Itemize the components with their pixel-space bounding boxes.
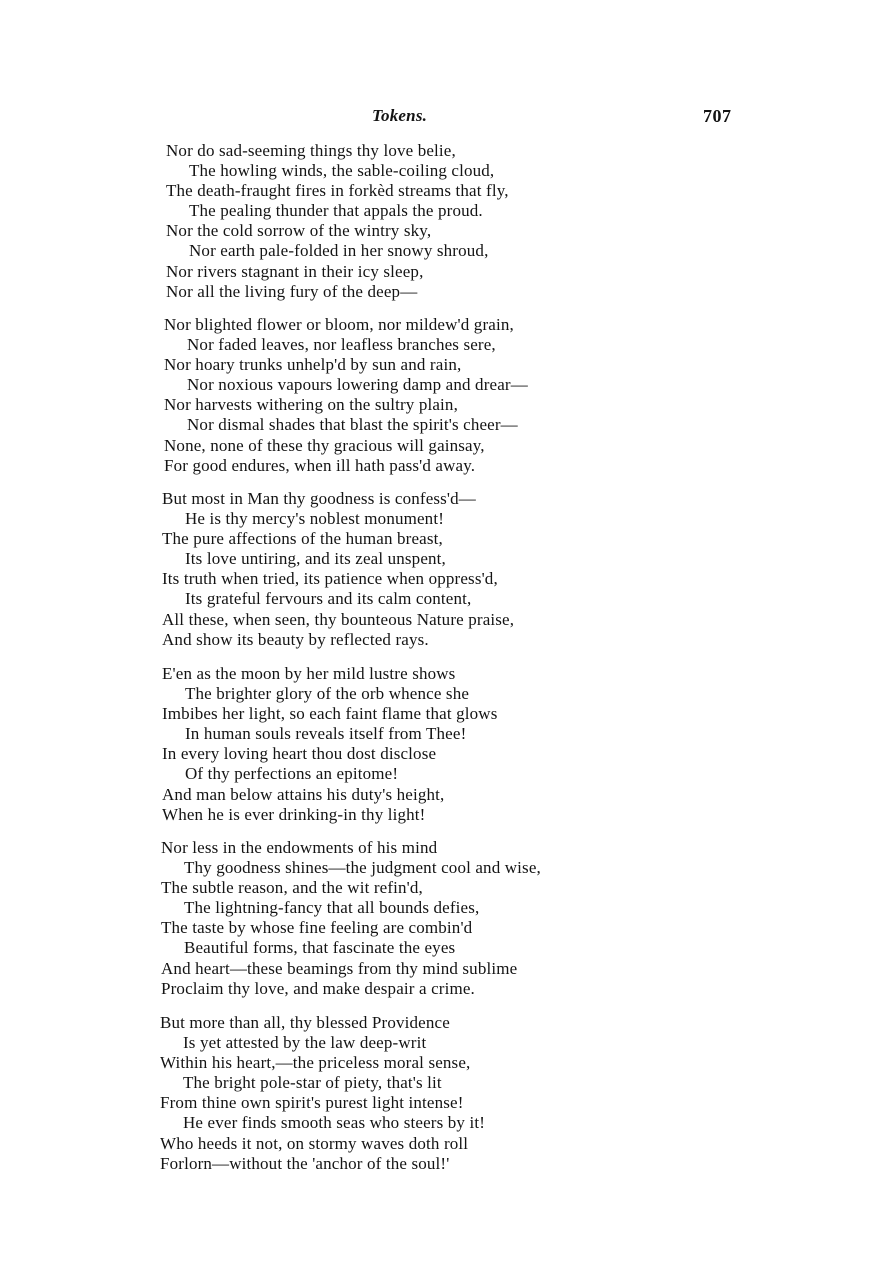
- stanza: [161, 838, 681, 999]
- poem-line: Nor less in the endowments of his mind: [161, 838, 438, 857]
- poem-line: E'en as the moon by her mild lustre shows: [162, 664, 456, 683]
- poem-line: Proclaim thy love, and make despair a crime.: [161, 978, 475, 998]
- poem-line: Nor dismal shades that blast the spirit's cheer—: [187, 415, 518, 435]
- poem-line: The brighter glory of the orb whence she: [185, 684, 470, 704]
- poem-line: Who heeds it not, on stormy waves doth roll: [160, 1133, 469, 1153]
- poem-line: For good endures, when ill hath pass'd away.: [164, 455, 476, 475]
- poem-line: Nor all the living fury of the deep—: [166, 281, 418, 301]
- poem-line: Its grateful fervours and its calm content,: [185, 589, 472, 609]
- poem-line: Nor blighted flower or bloom, nor mildew'd grain,: [164, 315, 514, 334]
- poem-line: The howling winds, the sable-coiling cloud,: [189, 161, 495, 181]
- poem-line: Thy goodness shines—the judgment cool and wise,: [184, 858, 541, 878]
- poem-line: The lightning-fancy that all bounds defies,: [184, 898, 480, 918]
- poem-line: In every loving heart thou dost disclose: [162, 744, 437, 764]
- poem-line: He ever finds smooth seas who steers by it!: [183, 1113, 485, 1133]
- poem-line: But most in Man thy goodness is confess'd—: [162, 489, 476, 508]
- poem-line: None, none of these thy gracious will gainsay,: [164, 435, 485, 455]
- poem-line: Nor harvests withering on the sultry plain,: [164, 395, 458, 415]
- poem-line: And heart—these beamings from thy mind sublime: [161, 958, 518, 978]
- poem-line: Nor hoary trunks unhelp'd by sun and rain,: [164, 355, 462, 375]
- poem-line: He is thy mercy's noblest monument!: [185, 509, 445, 529]
- running-title: Tokens.: [372, 106, 428, 125]
- poem-line: Nor earth pale-folded in her snowy shroud,: [189, 241, 489, 261]
- poem-line: Within his heart,—the priceless moral sense,: [160, 1053, 471, 1073]
- poem-line: When he is ever drinking-in thy light!: [162, 804, 426, 824]
- poem-line: From thine own spirit's purest light intense!: [160, 1093, 464, 1113]
- poem-line: The death-fraught fires in forkèd streams that fly,: [166, 181, 509, 201]
- poem-line: The subtle reason, and the wit refin'd,: [161, 878, 423, 898]
- page-number: 707: [703, 106, 732, 126]
- poem-line: Its truth when tried, its patience when oppress'd,: [162, 569, 498, 589]
- poem-line: Nor noxious vapours lowering damp and drear—: [187, 375, 528, 395]
- poem-line: And man below attains his duty's height,: [162, 784, 445, 804]
- poem-line: The pure affections of the human breast,: [162, 529, 443, 549]
- poem-line: All these, when seen, thy bounteous Nature praise,: [162, 609, 515, 629]
- poem-line: And show its beauty by reflected rays.: [162, 629, 429, 649]
- poem-line: But more than all, thy blessed Providence: [160, 1013, 450, 1032]
- poem-line: Beautiful forms, that fascinate the eyes: [184, 938, 456, 958]
- poem-line: Nor faded leaves, nor leafless branches sere,: [187, 335, 496, 355]
- poem-line: Imbibes her light, so each faint flame that glows: [162, 704, 498, 724]
- poem-line: Nor the cold sorrow of the wintry sky,: [166, 221, 432, 241]
- poem-line: The taste by whose fine feeling are combin'd: [161, 918, 473, 938]
- poem-line: Of thy perfections an epitome!: [185, 764, 399, 784]
- poem-line: Nor rivers stagnant in their icy sleep,: [166, 261, 424, 281]
- poem-line: In human souls reveals itself from Thee!: [185, 724, 467, 744]
- poem-line: Is yet attested by the law deep-writ: [183, 1033, 427, 1053]
- stanza: [166, 141, 686, 302]
- poem-line: Forlorn—without the 'anchor of the soul!': [160, 1153, 450, 1173]
- poem-line: The bright pole-star of piety, that's lit: [183, 1073, 442, 1093]
- stanza: [164, 315, 684, 476]
- stanza: [162, 664, 682, 825]
- stanza: [162, 489, 682, 650]
- poem-line: The pealing thunder that appals the proud.: [189, 201, 483, 221]
- poem-line: Its love untiring, and its zeal unspent,: [185, 549, 446, 569]
- stanza: [160, 1013, 680, 1174]
- poem-line: Nor do sad-seeming things thy love belie,: [166, 141, 456, 160]
